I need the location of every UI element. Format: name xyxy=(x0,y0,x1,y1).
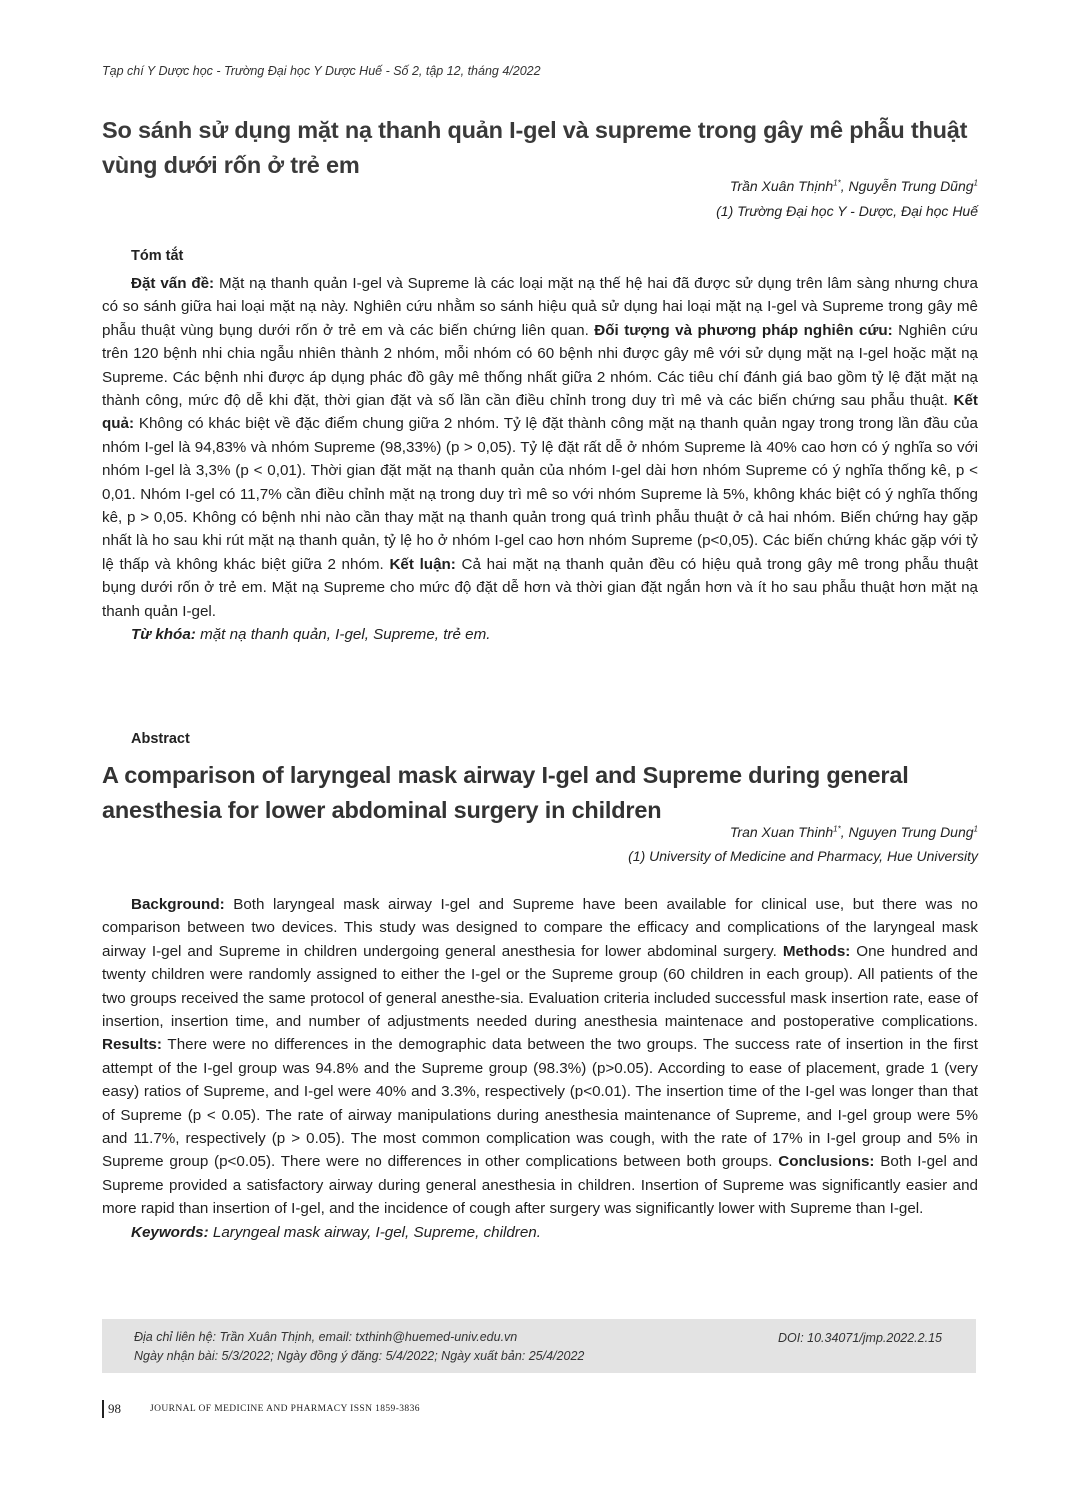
results-text: There were no differences in the demographic data between the two groups. The success rate of insertion in the first attempt of the I-gel group was 94.8% and the Supreme group (98.3%) (p>0.05). According to ease of placement, grade 1 (very easy) ratios of Supreme, and I-gel were 40% and 3.3%, respectively (p<0.01). The insertion time of the I-gel was longer than that of Supreme (p < 0.05). The rate of airway manipulations during anesthesia maintenance of Supreme, and I-gel group were 5% and 11.7%, respectively (p > 0.05). The most common complication was cough, with the rate of 17% in I-gel group and 5% in Supreme group (p<0.05). There were no differences in other complications between both groups. xyxy=(102,1036,978,1171)
author-2: Nguyen Trung Dung xyxy=(848,824,974,840)
vietnamese-title: So sánh sử dụng mặt nạ thanh quản I-gel và supreme trong gây mê phẫu thuật vùng dưới rốn ở trẻ em xyxy=(102,117,968,178)
contact-box xyxy=(102,1319,976,1373)
methods-label: Đối tượng và phương pháp nghiên cứu: xyxy=(594,321,893,339)
conclusion-label: Kết luận: xyxy=(389,555,456,573)
background-label: Đặt vấn đề: xyxy=(131,275,215,292)
keywords-text: mặt nạ thanh quản, I-gel, Supreme, trẻ em. xyxy=(195,626,491,644)
background-label: Background: xyxy=(131,896,225,913)
author-2-affiliation-mark: 1 xyxy=(973,178,978,188)
english-abstract xyxy=(102,893,978,1244)
english-affiliation: (1) University of Medicine and Pharmacy, Hue University xyxy=(628,848,978,864)
author-1-affiliation-mark: 1* xyxy=(833,178,841,188)
vietnamese-summary xyxy=(102,272,978,647)
background-text: Both laryngeal mask airway I-gel and Supreme have been available for clinical use, but there was no comparison between two devices. This study was designed to compare the efficacy and complications of the laryngeal mask airway I-gel and Supreme in children undergoing general anesthesia for lower abdominal surgery. xyxy=(102,896,978,960)
results-label: Results: xyxy=(102,1036,162,1054)
conclusion-text: Cả hai mặt nạ thanh quản đều có hiệu quả trong gây mê trong phẫu thuật bụng dưới rốn ở trẻ em. Mặt nạ Supreme cho mức độ đặt dễ hơn và thời gian đặt ngắn hơn và ít ho sau phẫu thuật hơn mặt nạ thanh quản I-gel. xyxy=(102,555,978,620)
english-title: A comparison of laryngeal mask airway I-gel and Supreme during general anesthesia for lower abdominal surgery in children xyxy=(102,762,909,823)
keywords-label: Từ khóa: xyxy=(131,626,196,644)
page-number: 98 xyxy=(108,1401,121,1416)
english-authors xyxy=(730,824,978,840)
contact-address: Địa chỉ liên hệ: Trần Xuân Thịnh, email: txthinh@huemed-univ.edu.vn xyxy=(134,1330,518,1344)
author-separator: , xyxy=(840,824,849,840)
author-1: Tran Xuan Thinh xyxy=(729,824,834,840)
journal-header: Tạp chí Y Dược học - Trường Đại học Y Dược Huế - Số 2, tập 12, tháng 4/2022 xyxy=(102,64,541,78)
vietnamese-affiliation: (1) Trường Đại học Y - Dược, Đại học Huế xyxy=(716,203,978,219)
abstract-paragraph xyxy=(102,893,978,1221)
doi: DOI: 10.34071/jmp.2022.2.15 xyxy=(777,1331,942,1345)
conclusion-label: Conclusions: xyxy=(778,1153,875,1171)
background-text: Mặt nạ thanh quản I-gel và Supreme là các loại mặt nạ thế hệ hai đã được sử dụng trên lâm sàng nhưng chưa có so sánh giữa hai loại mặt nạ này. Nghiên cứu nhằm so sánh hiệu quả sử dụng hai loại mặt nạ I-gel và Supreme trong gây mê phẫu thuật vùng bụng dưới rốn ở trẻ em và các biến chứng liên quan. xyxy=(102,275,978,339)
methods-label: Methods: xyxy=(782,942,851,960)
summary-paragraph xyxy=(102,272,978,623)
publication-dates: Ngày nhận bài: 5/3/2022; Ngày đồng ý đăng: 5/4/2022; Ngày xuất bản: 25/4/2022 xyxy=(134,1349,585,1363)
author-2: Nguyễn Trung Dũng xyxy=(848,178,974,194)
results-text: Không có khác biệt về đặc điểm chung giữa 2 nhóm. Tỷ lệ đặt thành công mặt nạ thanh quản ngay trong trong lần đầu của nhóm I-gel là 94,83% và nhóm Supreme (98,33%) (p > 0,05). Tỷ lệ đặt rất dễ ở nhóm Supreme là 40% cao hơn có ý nghĩa so với nhóm I-gel là 3,3% (p < 0,01). Thời gian đặt mặt nạ thanh quản của nhóm I-gel dài hơn nhóm Supreme có ý nghĩa thống kê, p < 0,01. Nhóm I-gel có 11,7% cần điều chỉnh mặt nạ trong duy trì mê so với nhóm Supreme là 5%, không khác biệt có ý nghĩa thống kê, p > 0,05. Không có bệnh nhi nào cần thay mặt nạ thanh quản trong quá trình phẫu thuật ở cả hai nhóm. Biến chứng hay gặp nhất là ho sau khi rút mặt nạ thanh quản, tỷ lệ ho ở nhóm I-gel cao hơn nhóm Supreme (p<0,05). Các biến chứng khác gặp với tỷ lệ thấp và không khác biệt giữa 2 nhóm. xyxy=(102,415,978,573)
results-label: Kết quả: xyxy=(102,392,978,433)
author-1-affiliation-mark: 1* xyxy=(833,824,841,834)
methods-text: Nghiên cứu trên 120 bệnh nhi chia ngẫu nhiên thành 2 nhóm, mỗi nhóm có 60 bệnh nhi được gây mê với sử dụng mặt nạ I-gel hoặc mặt nạ Supreme. Các bệnh nhi được áp dụng phác đồ gây mê thống nhất giữa 2 nhóm. Các tiêu chí đánh giá bao gồm tỷ lệ đặt mặt nạ thành công, mức độ dễ khi đặt, thời gian đặt và số lần cần điều chỉnh trong duy trì mê và các biến chứng sau phẫu thuật. xyxy=(102,321,978,410)
keywords-text: Laryngeal mask airway, I-gel, Supreme, children. xyxy=(208,1223,541,1241)
abstract-heading: Abstract xyxy=(131,731,190,747)
keywords-label: Keywords: xyxy=(131,1223,209,1241)
footer-journal-name: JOURNAL OF MEDICINE AND PHARMACY ISSN 1859-3836 xyxy=(150,1404,420,1414)
author-2-affiliation-mark: 1 xyxy=(973,824,978,834)
footer-divider xyxy=(102,1400,104,1418)
author-1: Trần Xuân Thịnh xyxy=(729,178,834,194)
vietnamese-authors xyxy=(730,178,978,194)
author-separator: , xyxy=(840,178,849,194)
keywords-vi xyxy=(102,623,978,646)
keywords-en xyxy=(102,1221,978,1244)
conclusion-text: Both I-gel and Supreme provided a satisfactory airway during general anesthesia in children. Insertion of Supreme was significantly easier and more rapid than insertion of I-gel, and the incidence of cough after surgery was significantly lower with Supreme than I-gel. xyxy=(102,1153,978,1218)
summary-heading: Tóm tắt xyxy=(131,248,184,264)
methods-text: One hundred and twenty children were randomly assigned to either the I-gel or the Supreme group (60 children in each group). All patients of the two groups received the same protocol of general anesthe-sia. Evaluation criteria included successful mask insertion rate, ease of insertion, insertion time, and number of adjustments needed during anesthesia maintenace and postoperative complications. xyxy=(102,942,978,1031)
